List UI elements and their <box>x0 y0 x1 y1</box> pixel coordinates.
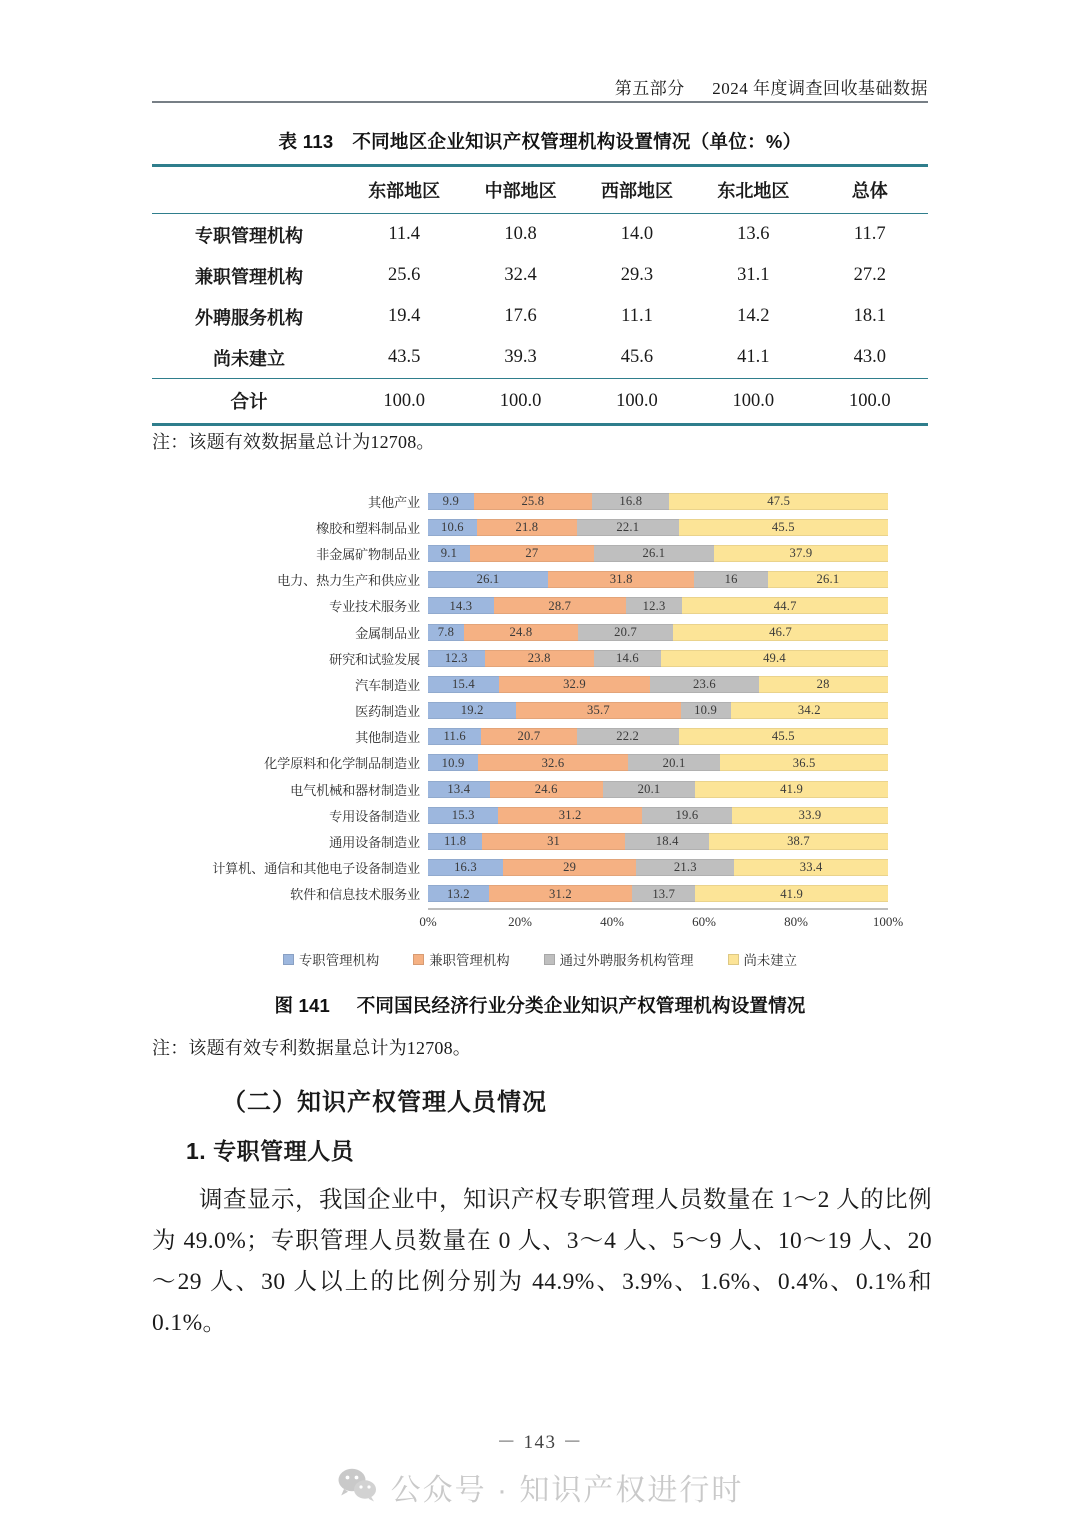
chart-bar-value: 13.2 <box>446 886 470 901</box>
chart-category-label: 软件和信息技术服务业 <box>290 887 420 903</box>
chart-bar-segment <box>731 702 888 719</box>
table-cell: 14.0 <box>579 214 695 256</box>
chart-category-label: 计算机、通信和其他电子设备制造业 <box>212 861 420 877</box>
chart-bar-segment <box>679 728 888 745</box>
table-cell: 39.3 <box>504 347 537 367</box>
chart-bar-value: 10.9 <box>441 755 465 770</box>
chart-bar-segment <box>768 571 888 588</box>
chart-row <box>152 855 928 881</box>
table-cell: 31.1 <box>737 265 770 285</box>
chart-rows <box>152 488 928 907</box>
chart-bar-value: 19.2 <box>460 703 484 718</box>
chart-row <box>152 619 928 645</box>
chart-bar-segment <box>642 807 732 824</box>
chart-bar-value: 15.3 <box>451 808 475 823</box>
chart-category-label: 医药制造业 <box>355 704 420 720</box>
chart-bar-segment <box>681 702 731 719</box>
chart-bar-value: 47.5 <box>767 493 791 508</box>
table-cell: 27.2 <box>853 265 886 285</box>
chart-bar-segment <box>428 885 489 902</box>
chart-category-label: 通用设备制造业 <box>329 835 420 851</box>
chart-row <box>152 698 928 724</box>
chart-category-label: 专用设备制造业 <box>329 808 420 824</box>
table-row <box>152 255 928 296</box>
table-row <box>152 296 928 337</box>
chart-row <box>152 645 928 671</box>
chart-bar-value: 38.7 <box>787 834 810 849</box>
chart-bar-segment <box>428 728 481 745</box>
chart-bar-value: 11.8 <box>443 834 467 849</box>
chart-bar-segment <box>577 728 679 745</box>
table-cell: 41.1 <box>737 347 770 367</box>
table-row <box>152 337 928 379</box>
table-cell: 19.4 <box>388 306 421 326</box>
chart-bar-value: 32.9 <box>563 677 586 692</box>
chart-bar <box>428 728 888 745</box>
table-cell: 11.7 <box>812 214 928 256</box>
chart-legend-swatch <box>544 954 555 965</box>
chart-legend-label: 尚未建立 <box>743 953 798 968</box>
chart-bar-value: 22.2 <box>616 729 640 744</box>
chart-bar-segment <box>428 571 548 588</box>
chart-bar-value: 28.7 <box>548 598 572 613</box>
chart-bar-value: 20.1 <box>637 781 661 796</box>
chart-bar <box>428 545 888 562</box>
chart-category-label: 专业技术服务业 <box>329 599 420 615</box>
header-rule <box>152 101 928 103</box>
table-row-label: 尚未建立 <box>213 348 285 369</box>
table-total-cell: 100.0 <box>579 379 695 425</box>
chart-bar-value: 35.7 <box>587 703 610 718</box>
chart-bar <box>428 807 888 824</box>
chart-category-label: 橡胶和塑料制品业 <box>316 520 420 536</box>
chart-bar-segment <box>669 493 888 510</box>
chart-bar <box>428 885 888 902</box>
chart-row <box>152 750 928 776</box>
table-total-cell: 100.0 <box>462 379 578 425</box>
table-header-cell-1: 东部地区 <box>346 166 462 214</box>
watermark-text: 公众号 · 知识产权进行时 <box>390 1474 744 1507</box>
chart-bar-value: 16.8 <box>619 493 643 508</box>
chart-category-label: 电力、热力生产和供应业 <box>277 573 420 589</box>
chart-bar-value: 24.8 <box>509 624 533 639</box>
chart-legend-label: 兼职管理机构 <box>429 953 510 968</box>
chart-category-label: 化学原料和化学制品制造业 <box>264 756 420 772</box>
table-cell: 11.1 <box>621 306 653 326</box>
table-row-label: 专职管理机构 <box>152 214 346 256</box>
chart-bar-value: 14.3 <box>449 598 473 613</box>
chart-bar-value: 29 <box>563 860 577 875</box>
table-note: 注：该题有效数据量总计为12708。 <box>152 432 435 452</box>
chart-bar-segment <box>732 807 888 824</box>
chart-bar-segment <box>470 545 594 562</box>
section-subheading: 1. 专职管理人员 <box>186 1138 355 1164</box>
chart-bar-value: 37.9 <box>789 546 813 561</box>
chart-bar-segment <box>482 833 625 850</box>
chart-row <box>152 802 928 828</box>
x-axis-tick-label: 60% <box>692 913 716 929</box>
table-header-row <box>152 166 928 214</box>
chart-row <box>152 567 928 593</box>
chart-row <box>152 671 928 697</box>
table-total-cell: 100.0 <box>695 379 811 425</box>
chart-bar-value: 7.8 <box>437 624 455 639</box>
chart-bar-value: 13.7 <box>652 886 676 901</box>
chart-row <box>152 593 928 619</box>
chart-bar-segment <box>428 597 494 614</box>
chart-bar-segment <box>632 885 695 902</box>
chart-bar-value: 9.1 <box>440 546 458 561</box>
chart-bar <box>428 859 888 876</box>
chart-category-label: 其他制造业 <box>355 730 420 746</box>
table-header-cell-2: 中部地区 <box>462 166 578 214</box>
chart-category-label: 汽车制造业 <box>355 677 420 693</box>
chart-bar-value: 25.8 <box>521 493 545 508</box>
running-header-title: 2024 年度调查回收基础数据 <box>712 79 928 98</box>
table-title: 表 113 不同地区企业知识产权管理机构设置情况（单位：%） <box>278 131 802 152</box>
chart-bar-segment <box>428 650 485 667</box>
x-axis-tick-label: 100% <box>872 913 904 929</box>
chart-row <box>152 881 928 907</box>
chart-row <box>152 724 928 750</box>
chart-bar-segment <box>489 885 633 902</box>
chart-bar-segment <box>478 754 628 771</box>
chart-legend-item <box>283 950 379 969</box>
chart-bar-value: 11.6 <box>443 729 466 744</box>
chart-bar-value: 32.6 <box>541 755 565 770</box>
chart-bar-segment <box>516 702 680 719</box>
chart-bar-value: 45.5 <box>771 729 795 744</box>
chart-bar-value: 20.1 <box>662 755 686 770</box>
chart-bar-segment <box>578 624 673 641</box>
figure-caption <box>152 992 928 1018</box>
chart-bar-value: 20.7 <box>517 729 541 744</box>
chart-legend-item <box>413 950 509 969</box>
region-table <box>152 164 928 467</box>
chart-bar-segment <box>503 859 636 876</box>
chart-bar <box>428 754 888 771</box>
chart-bar-segment <box>485 650 594 667</box>
chart-bar <box>428 571 888 588</box>
chart-legend-item <box>728 950 798 969</box>
chart-bar-value: 28 <box>816 677 830 692</box>
chart-bar-segment <box>477 519 577 536</box>
chart-bar-value: 10.6 <box>440 519 464 534</box>
table-header-cell-3: 西部地区 <box>579 166 695 214</box>
chart-bar-value: 31.2 <box>549 886 572 901</box>
chart-bar-segment <box>734 859 888 876</box>
watermark <box>0 1465 1080 1509</box>
running-header-part: 第五部分 <box>614 79 685 98</box>
chart-bar <box>428 624 888 641</box>
table-cell: 13.6 <box>695 214 811 256</box>
chart-category-label: 其他产业 <box>368 494 420 510</box>
chart-row <box>152 514 928 540</box>
chart-bar-segment <box>636 859 734 876</box>
chart-bar-value: 31 <box>547 834 561 849</box>
chart-bar-value: 36.5 <box>792 755 816 770</box>
chart-bar-value: 20.7 <box>614 624 637 639</box>
chart-bar-value: 26.1 <box>816 572 840 587</box>
chart-bar-value: 10.9 <box>694 703 718 718</box>
chart-category-label: 电气机械和器材制造业 <box>290 782 420 798</box>
chart-bar-value: 18.4 <box>655 834 679 849</box>
chart-bar <box>428 781 888 798</box>
figure-caption-number: 图 141 <box>274 995 330 1016</box>
chart-x-axis <box>419 908 904 936</box>
page-number: － 143 － <box>496 1432 584 1453</box>
chart-bar-value: 19.6 <box>675 808 699 823</box>
chart-bar-segment <box>720 754 888 771</box>
x-axis-tick-label: 20% <box>508 913 532 929</box>
chart-bar-segment <box>650 676 759 693</box>
chart-bar-segment <box>494 597 626 614</box>
chart-bar-value: 16 <box>724 572 738 587</box>
chart-bar-segment <box>474 493 593 510</box>
chart-bar-segment <box>695 781 888 798</box>
chart-bar-value: 13.4 <box>447 781 471 796</box>
section-paragraph: 调查显示，我国企业中，知识产权专职管理人员数量在 1～2 人的比例为 49.0%；专职管理人员数量在 0 人、3～4 人、5～9 人、10～19 人、20～29 人、30 人以上的比例分别为 44.9%、3.9%、1.6%、0.4%、0.1%和 0.1%。 <box>152 1187 932 1336</box>
table-header-cell-0 <box>152 166 346 214</box>
x-axis-tick-label: 0% <box>419 913 437 929</box>
figure-note: 注：该题有效专利数据量总计为12708。 <box>152 1038 471 1058</box>
chart-bar-segment <box>592 493 669 510</box>
chart-bar-value: 14.6 <box>616 650 639 665</box>
chart-bar-value: 31.2 <box>558 808 582 823</box>
chart-bar-value: 15.4 <box>451 677 475 692</box>
chart-bar-segment <box>428 807 498 824</box>
chart-legend-label: 通过外聘服务机构管理 <box>559 953 694 968</box>
x-axis-ticks <box>419 913 904 936</box>
table-row-label: 兼职管理机构 <box>195 266 303 287</box>
chart-bar-segment <box>682 597 888 614</box>
chart-bar <box>428 676 888 693</box>
chart-bar-segment <box>695 885 888 902</box>
chart-category-label: 金属制品业 <box>355 625 420 641</box>
chart-bar-segment <box>714 545 888 562</box>
chart-bar-value: 23.8 <box>527 650 551 665</box>
chart-legend <box>152 950 928 969</box>
table-cell: 43.0 <box>853 347 886 367</box>
chart-bar-segment <box>428 545 470 562</box>
chart-bar-segment <box>498 807 642 824</box>
chart-bar-value: 23.6 <box>693 677 716 692</box>
running-header <box>615 74 928 99</box>
chart-bar-segment <box>481 728 576 745</box>
chart-bar-value: 41.9 <box>780 781 804 796</box>
chart-bar-value: 33.9 <box>798 808 822 823</box>
table-header-cell-5: 总体 <box>812 166 928 214</box>
chart-bar <box>428 702 888 719</box>
table-cell: 10.8 <box>462 214 578 256</box>
chart-row <box>152 828 928 854</box>
chart-legend-label: 专职管理机构 <box>298 953 380 968</box>
chart-bar <box>428 493 888 510</box>
chart-bar-value: 26.1 <box>476 572 500 587</box>
chart-bar-segment <box>625 833 710 850</box>
chart-bar-segment <box>428 833 482 850</box>
chart-bar-segment <box>577 519 679 536</box>
chart-bar-segment <box>628 754 720 771</box>
chart-bar-segment <box>464 624 578 641</box>
table-cell: 11.4 <box>346 214 462 256</box>
chart-bar-segment <box>626 597 683 614</box>
chart-legend-swatch <box>728 954 739 965</box>
table-total-row <box>152 379 928 425</box>
chart-bar-value: 31.8 <box>609 572 633 587</box>
chart-bar-value: 21.8 <box>515 519 539 534</box>
x-axis-tick-label: 80% <box>784 913 808 929</box>
chart-bar-value: 45.5 <box>771 519 795 534</box>
chart-bar <box>428 650 888 667</box>
table-row-label: 外聘服务机构 <box>195 307 303 328</box>
chart-bar-value: 33.4 <box>799 860 823 875</box>
table-cell: 43.5 <box>388 347 421 367</box>
wechat-icon <box>337 1468 377 1507</box>
table-total-cell: 100.0 <box>346 379 462 425</box>
chart-bar-segment <box>428 859 503 876</box>
chart-bar-segment <box>709 833 887 850</box>
chart-bar-value: 12.3 <box>444 650 468 665</box>
chart-bar-value: 22.1 <box>616 519 640 534</box>
chart-legend-item <box>544 950 694 969</box>
table-row <box>152 214 928 256</box>
figure-caption-text: 不同国民经济行业分类企业知识产权管理机构设置情况 <box>356 995 806 1016</box>
table-cell: 17.6 <box>504 306 537 326</box>
chart-bar-value: 12.3 <box>642 598 666 613</box>
table-section <box>152 128 928 467</box>
stacked-bar-chart <box>152 488 928 968</box>
chart-bar-value: 44.7 <box>773 598 797 613</box>
table-cell: 29.3 <box>620 265 654 285</box>
chart-bar-segment <box>428 702 516 719</box>
table-total-label: 合计 <box>152 379 346 425</box>
chart-bar-segment <box>428 493 474 510</box>
chart-bar-value: 9.9 <box>442 493 459 508</box>
chart-bar-segment <box>603 781 695 798</box>
chart-category-label: 非金属矿物制品业 <box>316 546 420 562</box>
table-cell: 14.2 <box>737 306 770 326</box>
chart-bar-value: 46.7 <box>769 624 792 639</box>
chart-bar-segment <box>594 545 714 562</box>
table-cell: 18.1 <box>853 306 886 326</box>
chart-bar-value: 26.1 <box>642 546 666 561</box>
chart-bar-segment <box>428 781 490 798</box>
chart-bar-segment <box>490 781 603 798</box>
chart-bar-value: 49.4 <box>763 650 786 665</box>
chart-bar-segment <box>679 519 888 536</box>
chart-bar-segment <box>428 754 478 771</box>
table-cell: 32.4 <box>504 265 537 285</box>
chart-legend-swatch <box>283 954 294 965</box>
chart-bar-segment <box>428 624 464 641</box>
chart-bar-segment <box>594 650 661 667</box>
chart-bar-value: 27 <box>525 546 539 561</box>
chart-bar-value: 34.2 <box>797 703 821 718</box>
chart-bar-segment <box>428 519 477 536</box>
chart-bar-segment <box>694 571 768 588</box>
table-head <box>152 166 928 214</box>
section-heading: （二）知识产权管理人员情况 <box>222 1090 547 1116</box>
chart-bar <box>428 519 888 536</box>
chart-row <box>152 488 928 514</box>
table-total-cell: 100.0 <box>812 379 928 425</box>
chart-row <box>152 540 928 566</box>
table-header-cell-4: 东北地区 <box>695 166 811 214</box>
chart-bar-value: 21.3 <box>673 860 697 875</box>
chart-bar-segment <box>499 676 650 693</box>
chart-category-label: 研究和试验发展 <box>329 651 420 667</box>
chart-bar-segment <box>673 624 888 641</box>
chart-row <box>152 776 928 802</box>
chart-legend-swatch <box>413 954 424 965</box>
table-cell: 25.6 <box>388 265 421 285</box>
chart-bar-segment <box>661 650 888 667</box>
x-axis-line <box>428 908 888 910</box>
chart-bar-segment <box>548 571 694 588</box>
chart-bar-value: 16.3 <box>454 860 477 875</box>
x-axis-tick-label: 40% <box>600 913 624 929</box>
table-cell: 45.6 <box>620 347 654 367</box>
chart-bar <box>428 597 888 614</box>
chart-bar-segment <box>428 676 499 693</box>
chart-bar-value: 41.9 <box>780 886 804 901</box>
chart-bar-segment <box>759 676 888 693</box>
chart-bar-value: 24.6 <box>534 781 558 796</box>
chart-bar <box>428 833 888 850</box>
